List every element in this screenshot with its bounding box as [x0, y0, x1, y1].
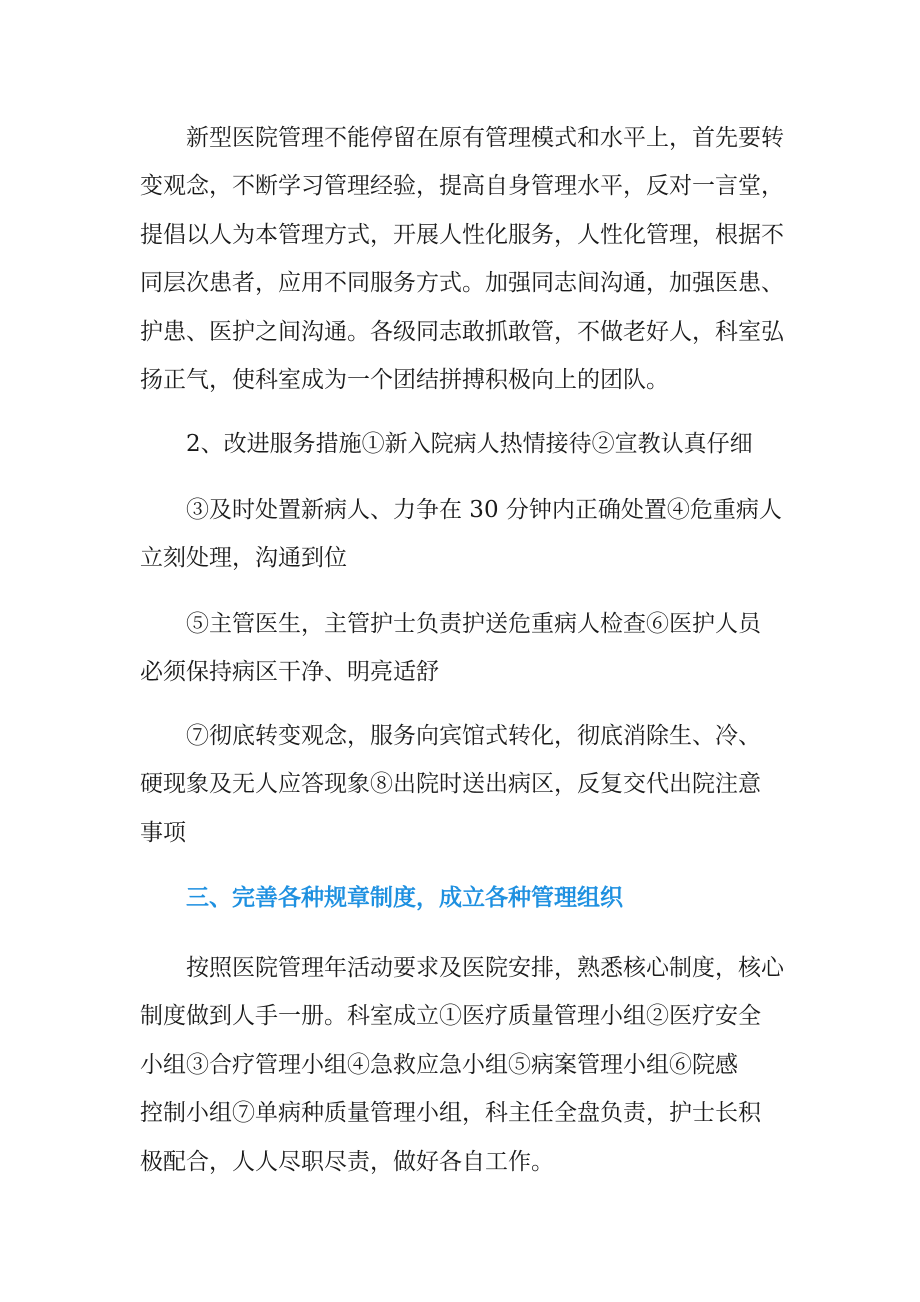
paragraph-line: 按照医院管理年活动要求及医院安排，熟悉核心制度，核心	[186, 955, 784, 981]
paragraph-line: 护患、医护之间沟通。各级同志敢抓敢管，不做老好人，科室弘	[140, 318, 784, 345]
paragraph-line: 必须保持病区干净、明亮适舒	[140, 659, 439, 686]
paragraph-line: ③及时处置新病人、力争在 30 分钟内正确处置④危重病人	[186, 497, 782, 523]
section-heading: 三、完善各种规章制度，成立各种管理组织	[186, 884, 623, 911]
paragraph-line: 控制小组⑦单病种质量管理小组，科主任全盘负责，护士长积	[140, 1100, 761, 1127]
paragraph-line: 事项	[140, 819, 186, 846]
paragraph-line: ⑤主管医生，主管护士负责护送危重病人检查⑥医护人员	[186, 611, 761, 637]
paragraph-line: 提倡以人为本管理方式，开展人性化服务，人性化管理，根据不	[140, 221, 784, 248]
paragraph-line: 立刻处理，沟通到位	[140, 545, 347, 572]
paragraph-line: 2、改进服务措施①新入院病人热情接待②宣教认真仔细	[186, 431, 753, 457]
paragraph-line: 制度做到人手一册。科室成立①医疗质量管理小组②医疗安全	[140, 1003, 761, 1030]
paragraph-measure-5-6	[140, 600, 790, 697]
paragraph-line: 变观念，不断学习管理经验，提高自身管理水平，反对一言堂，	[140, 173, 784, 200]
paragraph-line: 小组③合疗管理小组④急救应急小组⑤病案管理小组⑥院感	[140, 1051, 738, 1078]
paragraph-measure-7-8	[140, 712, 790, 857]
paragraph-management-concept	[140, 114, 790, 404]
paragraph-line: ⑦彻底转变观念，服务向宾馆式转化，彻底消除生、冷、	[186, 723, 761, 749]
paragraph-line: 极配合，人人尽职尽责，做好各自工作。	[140, 1148, 554, 1175]
paragraph-line: 新型医院管理不能停留在原有管理模式和水平上，首先要转	[186, 125, 784, 151]
paragraph-management-groups	[140, 944, 790, 1186]
paragraph-service-measures	[140, 420, 790, 468]
paragraph-measure-3-4	[140, 486, 790, 583]
paragraph-line: 扬正气，使科室成为一个团结拼搏积极向上的团队。	[140, 367, 669, 394]
paragraph-line: 硬现象及无人应答现象⑧出院时送出病区，反复交代出院注意	[140, 771, 761, 798]
paragraph-line: 同层次患者，应用不同服务方式。加强同志间沟通，加强医患、	[140, 270, 784, 297]
